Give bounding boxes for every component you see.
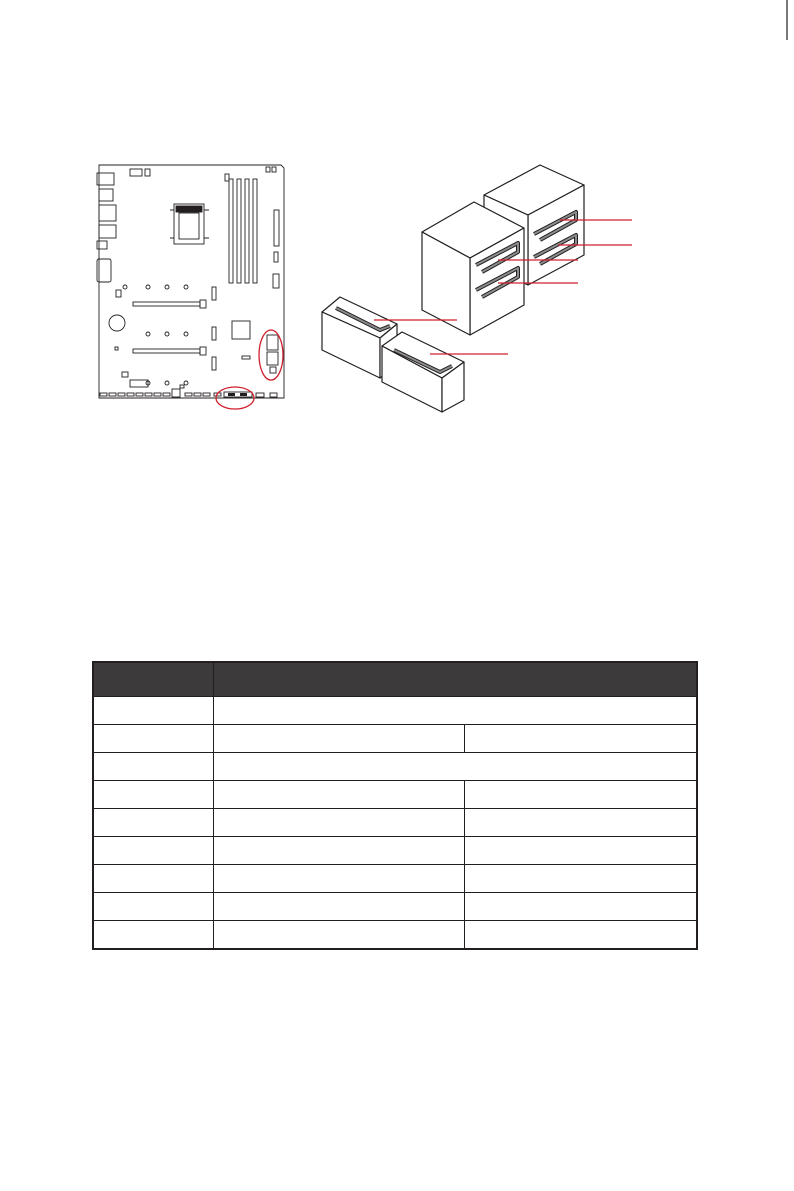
sata-port-stack-icon — [312, 160, 642, 415]
table-cell — [213, 809, 464, 837]
table-cell — [464, 893, 697, 921]
table-cell — [464, 865, 697, 893]
table-header-cell — [213, 662, 697, 697]
table-row — [93, 809, 697, 837]
table-row — [93, 753, 697, 781]
table-body — [93, 697, 697, 950]
table-cell — [213, 837, 464, 865]
table-cell — [464, 809, 697, 837]
table-cell — [213, 865, 464, 893]
table-cell — [213, 893, 464, 921]
table-cell — [464, 921, 697, 950]
table-row — [93, 865, 697, 893]
table-cell — [213, 753, 697, 781]
table-cell — [93, 893, 213, 921]
table-cell — [464, 837, 697, 865]
table-cell — [213, 921, 464, 950]
table-row — [93, 725, 697, 753]
table-cell — [213, 781, 464, 809]
table-row — [93, 893, 697, 921]
table-header-cell — [93, 662, 213, 697]
motherboard-layout-icon — [90, 160, 295, 410]
table-row — [93, 921, 697, 950]
table-cell — [213, 697, 697, 725]
page-edge-rule — [780, 0, 794, 40]
table-cell — [93, 781, 213, 809]
table-row — [93, 697, 697, 725]
table-cell — [213, 725, 464, 753]
table-cell — [93, 725, 213, 753]
table-cell — [93, 865, 213, 893]
table-row — [93, 781, 697, 809]
table-cell — [464, 725, 697, 753]
spec-table — [92, 661, 698, 950]
table-row — [93, 837, 697, 865]
table-cell — [93, 753, 213, 781]
table-cell — [93, 837, 213, 865]
table-cell — [93, 697, 213, 725]
table-cell — [93, 921, 213, 950]
table-header-row — [93, 662, 697, 697]
table-cell — [93, 809, 213, 837]
table-cell — [464, 781, 697, 809]
